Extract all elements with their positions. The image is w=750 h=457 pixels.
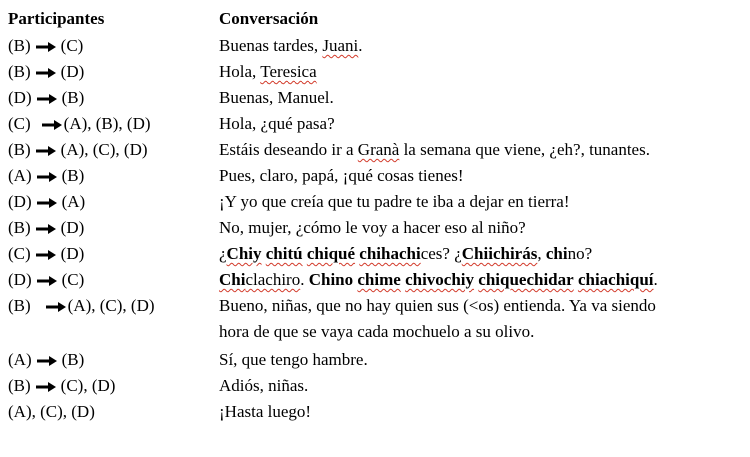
table-row [0,163,750,189]
participants-cell [8,241,84,267]
speaker: (D) [8,270,32,289]
speaker: (A), (C), (D) [8,402,95,421]
participants-cell [8,33,83,59]
participants-cell [8,163,84,189]
utterance: Pues, claro, papá, ¡qué cosas tienes! [219,166,464,185]
addressee: (C) [61,270,85,289]
utterance: ¿Chiy chitú chiqué chihachices? ¿Chiichirás, chino? [219,244,593,263]
speaker: (D) [8,192,32,211]
utterance: Bueno, niñas, que no hay quien sus (<os) entienda. Ya va siendo hora de que se vaya cada mochuelo a su olivo. [219,296,656,341]
participants-cell [8,111,151,137]
header-conversation: Conversación [219,9,319,28]
table-row [0,241,750,267]
arrow-right-icon [35,145,57,157]
addressee: (A), (C), (D) [67,296,155,315]
speaker: (B) [8,218,31,237]
table-row [0,59,750,85]
speaker: (A) [8,350,32,369]
participants-cell [8,347,84,373]
table-row [0,111,750,137]
speaker: (A) [8,166,32,185]
utterance: ¡Y yo que creía que tu padre te iba a dejar en tierra! [219,192,570,211]
utterance: Adiós, niñas. [219,376,309,395]
utterance: Estáis deseando ir a Granà la semana que viene, ¿eh?, tunantes. [219,140,650,159]
table-row [0,137,750,163]
speaker: (B) [8,36,31,55]
table-row [0,293,750,345]
participants-cell [8,399,95,425]
speaker: (B) [8,376,31,395]
utterance: Sí, que tengo hambre. [219,350,368,369]
arrow-right-icon [35,67,57,79]
arrow-right-icon [36,355,58,367]
addressee: (D) [60,244,85,263]
utterance: ¡Hasta luego! [219,402,312,421]
speaker: (C) [8,114,31,133]
participants-cell [8,373,115,399]
participants-cell [8,137,148,163]
participants-cell [8,293,155,319]
addressee: (B) [61,350,85,369]
table-row [0,189,750,215]
addressee: (B) [61,166,85,185]
speaker: (B) [8,296,31,315]
participants-cell [8,215,84,241]
table-row [0,399,750,425]
utterance: Hola, ¿qué pasa? [219,114,335,133]
arrow-right-icon [45,301,67,313]
arrow-right-icon [36,197,58,209]
arrow-right-icon [35,249,57,261]
arrow-right-icon [36,275,58,287]
header-participants: Participantes [8,9,105,28]
addressee: (A) [61,192,86,211]
participants-cell [8,267,84,293]
utterance: Hola, Teresica [219,62,317,81]
participants-cell [8,189,85,215]
table-row [0,373,750,399]
table-header [0,6,750,32]
table-row [0,85,750,111]
addressee: (B) [61,88,85,107]
table-row [0,215,750,241]
utterance: Chiclachiro. Chino chime chivochiy chiquechidar chiachiquí. [219,270,658,289]
speaker: (B) [8,62,31,81]
arrow-right-icon [36,171,58,183]
utterance: No, mujer, ¿cómo le voy a hacer eso al niño? [219,218,526,237]
addressee: (A), (C), (D) [60,140,148,159]
arrow-right-icon [41,119,63,131]
addressee: (C) [60,36,84,55]
table-row [0,267,750,293]
participants-cell [8,59,84,85]
utterance: Buenas, Manuel. [219,88,334,107]
arrow-right-icon [35,41,57,53]
speaker: (D) [8,88,32,107]
table-row [0,347,750,373]
arrow-right-icon [35,381,57,393]
participants-cell [8,85,84,111]
addressee: (D) [60,62,85,81]
utterance: Buenas tardes, Juani. [219,36,363,55]
addressee: (C), (D) [60,376,116,395]
arrow-right-icon [36,93,58,105]
addressee: (D) [60,218,85,237]
speaker: (C) [8,244,31,263]
table-row [0,33,750,59]
speaker: (B) [8,140,31,159]
arrow-right-icon [35,223,57,235]
addressee: (A), (B), (D) [63,114,151,133]
